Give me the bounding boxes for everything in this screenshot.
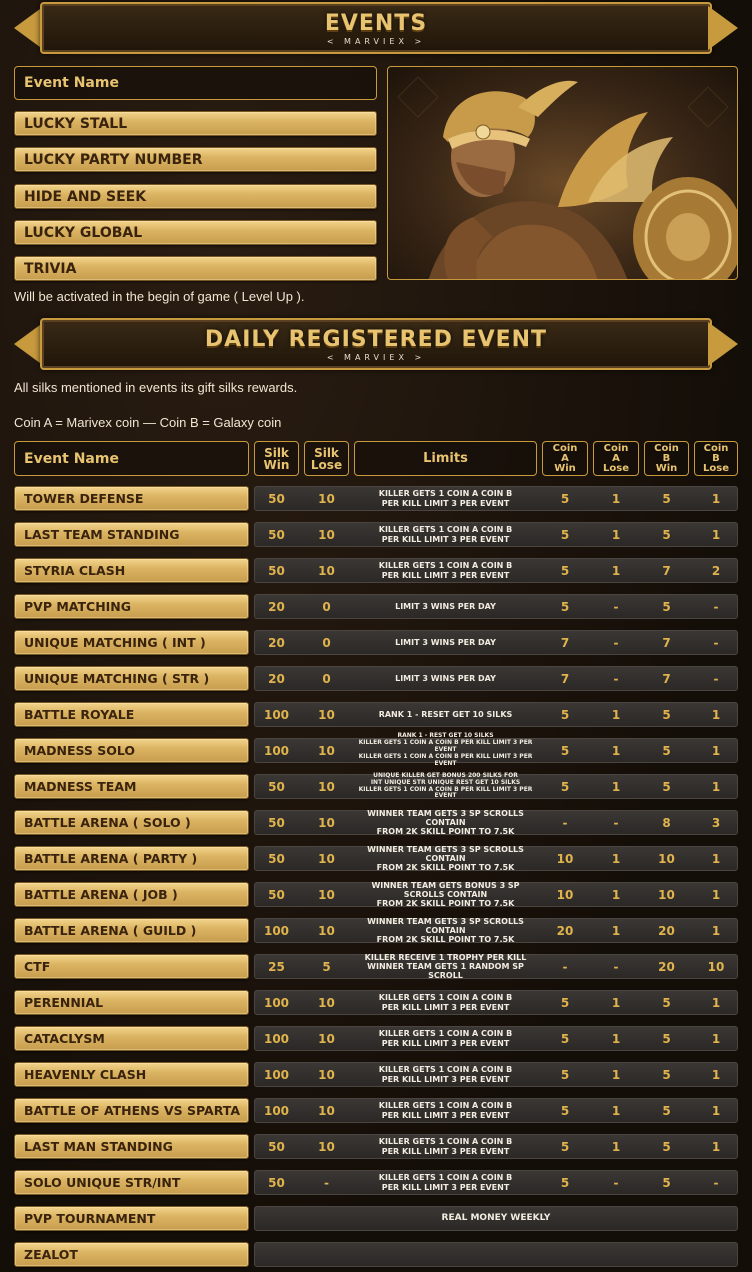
coin-a-win-cell: 5 xyxy=(560,995,570,1010)
event-name-cell: BATTLE ARENA ( GUILD ) xyxy=(14,918,249,943)
coin-b-win-cell: 5 xyxy=(662,491,671,506)
event-name-cell: UNIQUE MATCHING ( INT ) xyxy=(14,630,249,655)
coin-a-lose-cell: - xyxy=(613,959,619,974)
coin-b-lose-cell: 1 xyxy=(711,1139,721,1154)
limits-cell: KILLER RECEIVE 1 TROPHY PER KILL WINNER TEAM GETS 1 RANDOM SP SCROLL xyxy=(364,952,527,981)
coin-b-lose-cell: 1 xyxy=(711,995,721,1010)
event-name-cell: PVP TOURNAMENT xyxy=(14,1206,249,1231)
silk-lose-cell: 10 xyxy=(318,779,335,794)
coin-b-lose-cell: 10 xyxy=(707,959,725,974)
silks-note: All silks mentioned in events its gift silks rewards. xyxy=(14,380,298,395)
coin-b-lose-cell: 1 xyxy=(711,779,721,794)
coin-b-lose-cell: 1 xyxy=(711,707,721,722)
coins-note: Coin A = Marivex coin — Coin B = Galaxy coin xyxy=(14,415,282,430)
coin-b-win-cell: 5 xyxy=(662,707,671,722)
coin-b-lose-cell: - xyxy=(713,671,719,686)
silk-lose-cell: 5 xyxy=(322,959,331,974)
col-header-silk-lose: Silk Lose xyxy=(304,441,349,476)
limits-cell: KILLER GETS 1 COIN A COIN B PER KILL LIMIT 3 PER EVENT xyxy=(378,1029,513,1048)
silk-lose-cell: 10 xyxy=(318,707,335,722)
limits-cell: LIMIT 3 WINS PER DAY xyxy=(395,637,496,647)
coin-b-lose-cell: 1 xyxy=(711,527,721,542)
coin-a-win-cell: 5 xyxy=(560,563,570,578)
limits-cell: KILLER GETS 1 COIN A COIN B PER KILL LIMIT 3 PER EVENT xyxy=(378,525,513,544)
event-name-cell: CTF xyxy=(14,954,249,979)
silk-lose-cell: 10 xyxy=(318,1067,335,1082)
daily-subtitle: < MARVIEX > xyxy=(326,352,426,362)
coin-b-win-cell: 5 xyxy=(662,995,671,1010)
silk-win-cell: 100 xyxy=(263,1103,290,1118)
coin-a-win-cell: 7 xyxy=(560,671,570,686)
coin-a-win-cell: 5 xyxy=(560,1067,570,1082)
limits-cell: KILLER GETS 1 COIN A COIN B PER KILL LIMIT 3 PER EVENT xyxy=(378,993,513,1012)
silk-win-cell: 50 xyxy=(268,1175,285,1190)
limits-cell: WINNER TEAM GETS 3 SP SCROLLS CONTAIN FROM 2K SKILL POINT TO 7.5K xyxy=(367,844,524,873)
silk-lose-cell: 10 xyxy=(318,815,335,830)
coin-b-lose-cell: 1 xyxy=(711,851,721,866)
coin-b-win-cell: 8 xyxy=(662,815,671,830)
limits-cell: WINNER TEAM GETS 3 SP SCROLLS CONTAIN FROM 2K SKILL POINT TO 7.5K xyxy=(367,916,524,945)
coin-b-win-cell: 5 xyxy=(662,1103,671,1118)
coin-a-lose-cell: - xyxy=(613,635,619,650)
silk-lose-cell: 10 xyxy=(318,491,335,506)
daily-banner xyxy=(14,318,738,370)
coin-b-win-cell: 5 xyxy=(662,1031,671,1046)
silk-win-cell: 50 xyxy=(268,1139,285,1154)
limits-cell xyxy=(254,1242,738,1267)
coin-a-lose-cell: - xyxy=(613,1175,619,1190)
coin-a-lose-cell: 1 xyxy=(611,527,621,542)
silk-win-cell: 50 xyxy=(268,887,285,902)
limits-cell: KILLER GETS 1 COIN A COIN B PER KILL LIMIT 3 PER EVENT xyxy=(378,1137,513,1156)
events-title: EVENTS xyxy=(324,10,428,36)
coin-b-lose-cell: - xyxy=(713,599,719,614)
silk-lose-cell: - xyxy=(324,1175,329,1190)
coin-b-win-cell: 10 xyxy=(658,887,675,902)
silk-lose-cell: 10 xyxy=(318,563,335,578)
coin-b-lose-cell: 1 xyxy=(711,491,721,506)
silk-win-cell: 100 xyxy=(263,1031,290,1046)
coin-b-win-cell: 5 xyxy=(662,527,671,542)
silk-lose-cell: 10 xyxy=(318,995,335,1010)
silk-lose-cell: 10 xyxy=(318,527,335,542)
col-header-coin-a-lose: Coin A Lose xyxy=(593,441,639,476)
coin-a-win-cell: 5 xyxy=(560,491,570,506)
col-header-coin-b-win: Coin B Win xyxy=(644,441,689,476)
silk-lose-cell: 10 xyxy=(318,1103,335,1118)
coin-b-lose-cell: 1 xyxy=(711,1031,721,1046)
silk-lose-cell: 10 xyxy=(318,1139,335,1154)
silk-lose-cell: 10 xyxy=(318,851,335,866)
list-item: LUCKY STALL xyxy=(14,111,377,136)
list-item: LUCKY GLOBAL xyxy=(14,220,377,245)
coin-b-win-cell: 5 xyxy=(662,1067,671,1082)
limits-cell: LIMIT 3 WINS PER DAY xyxy=(395,673,496,683)
event-name-header: Event Name xyxy=(14,66,377,100)
coin-a-win-cell: 5 xyxy=(560,527,570,542)
silk-lose-cell: 10 xyxy=(318,887,335,902)
limits-cell: KILLER GETS 1 COIN A COIN B PER KILL LIMIT 3 PER EVENT xyxy=(378,489,513,508)
event-name-cell: BATTLE ARENA ( PARTY ) xyxy=(14,846,249,871)
silk-lose-cell: 10 xyxy=(318,923,335,938)
right-wing-ornament xyxy=(708,6,738,50)
silk-win-cell: 50 xyxy=(268,815,285,830)
coin-a-lose-cell: 1 xyxy=(611,1139,621,1154)
coin-b-lose-cell: - xyxy=(713,635,719,650)
limits-cell: WINNER TEAM GETS 3 SP SCROLLS CONTAIN FROM 2K SKILL POINT TO 7.5K xyxy=(367,808,524,837)
silk-lose-cell: 10 xyxy=(318,743,335,758)
coin-b-win-cell: 7 xyxy=(662,635,671,650)
col-header-limits: Limits xyxy=(354,441,537,476)
limits-cell: LIMIT 3 WINS PER DAY xyxy=(395,601,496,611)
coin-b-lose-cell: 3 xyxy=(711,815,721,830)
silk-win-cell: 100 xyxy=(263,743,290,758)
event-name-cell: ZEALOT xyxy=(14,1242,249,1267)
silk-win-cell: 25 xyxy=(268,959,285,974)
silk-win-cell: 100 xyxy=(263,923,290,938)
warrior-illustration xyxy=(388,67,738,280)
limits-cell: WINNER TEAM GETS BONUS 3 SP SCROLLS CONTAIN FROM 2K SKILL POINT TO 7.5K xyxy=(371,880,520,909)
silk-win-cell: 50 xyxy=(268,851,285,866)
coin-a-win-cell: 10 xyxy=(556,851,574,866)
coin-b-win-cell: 20 xyxy=(658,959,675,974)
coin-a-lose-cell: - xyxy=(613,599,619,614)
coin-b-lose-cell: 1 xyxy=(711,743,721,758)
silk-win-cell: 100 xyxy=(263,707,290,722)
silk-win-cell: 20 xyxy=(268,635,285,650)
coin-a-win-cell: 20 xyxy=(556,923,574,938)
coin-a-lose-cell: 1 xyxy=(611,1103,621,1118)
coin-a-lose-cell: 1 xyxy=(611,1067,621,1082)
silk-lose-cell: 0 xyxy=(322,599,331,614)
coin-a-lose-cell: - xyxy=(613,815,619,830)
coin-b-win-cell: 5 xyxy=(662,1139,671,1154)
col-header-event-name: Event Name xyxy=(14,441,249,476)
coin-a-lose-cell: 1 xyxy=(611,563,621,578)
silk-lose-cell: 0 xyxy=(322,671,331,686)
limits-cell: KILLER GETS 1 COIN A COIN B PER KILL LIMIT 3 PER EVENT xyxy=(378,1065,513,1084)
limits-cell: UNIQUE KILLER GET BONUS 200 SILKS FOR INT UNIQUE STR UNIQUE REST GET 10 SILKS KILLER GETS 1 COIN A COIN B PER KILL LIMIT 3 PER EVENT xyxy=(358,771,533,800)
coin-b-lose-cell: - xyxy=(713,1175,719,1190)
list-item: TRIVIA xyxy=(14,256,377,281)
coin-a-win-cell: 5 xyxy=(560,1031,570,1046)
coin-a-lose-cell: 1 xyxy=(611,707,621,722)
coin-b-win-cell: 5 xyxy=(662,743,671,758)
silk-win-cell: 100 xyxy=(263,995,290,1010)
silk-win-cell: 20 xyxy=(268,599,285,614)
coin-b-lose-cell: 1 xyxy=(711,923,721,938)
limits-cell: RANK 1 - RESET GET 10 SILKS xyxy=(378,709,513,719)
silk-win-cell: 50 xyxy=(268,563,285,578)
coin-a-lose-cell: 1 xyxy=(611,743,621,758)
event-name-cell: TOWER DEFENSE xyxy=(14,486,249,511)
coin-a-win-cell: - xyxy=(562,815,568,830)
coin-b-win-cell: 5 xyxy=(662,779,671,794)
event-name-cell: PERENNIAL xyxy=(14,990,249,1015)
coin-b-lose-cell: 1 xyxy=(711,1103,721,1118)
event-name-cell: STYRIA CLASH xyxy=(14,558,249,583)
coin-b-lose-cell: 1 xyxy=(711,1067,721,1082)
coin-a-lose-cell: 1 xyxy=(611,995,621,1010)
event-name-cell: SOLO UNIQUE STR/INT xyxy=(14,1170,249,1195)
coin-a-win-cell: 5 xyxy=(560,599,570,614)
coin-b-lose-cell: 2 xyxy=(711,563,721,578)
list-item: LUCKY PARTY NUMBER xyxy=(14,147,377,172)
silk-lose-cell: 0 xyxy=(322,635,331,650)
col-header-coin-b-lose: Coin B Lose xyxy=(694,441,738,476)
coin-a-lose-cell: 1 xyxy=(611,491,621,506)
right-wing-ornament xyxy=(708,322,738,366)
coin-a-win-cell: 7 xyxy=(560,635,570,650)
col-header-silk-win: Silk Win xyxy=(254,441,299,476)
event-name-cell: BATTLE ARENA ( JOB ) xyxy=(14,882,249,907)
limits-cell: KILLER GETS 1 COIN A COIN B PER KILL LIMIT 3 PER EVENT xyxy=(378,1173,513,1192)
coin-a-win-cell: 5 xyxy=(560,1175,570,1190)
event-name-cell: MADNESS TEAM xyxy=(14,774,249,799)
coin-a-win-cell: 5 xyxy=(560,779,570,794)
events-subtitle: < MARVIEX > xyxy=(326,36,426,46)
event-name-cell: CATACLYSM xyxy=(14,1026,249,1051)
coin-b-win-cell: 20 xyxy=(658,923,675,938)
silk-win-cell: 20 xyxy=(268,671,285,686)
event-name-cell: LAST MAN STANDING xyxy=(14,1134,249,1159)
coin-b-lose-cell: 1 xyxy=(711,887,721,902)
events-activation-note: Will be activated in the begin of game ( Level Up ). xyxy=(14,289,305,304)
daily-title: DAILY REGISTERED EVENT xyxy=(204,326,548,352)
limits-cell: KILLER GETS 1 COIN A COIN B PER KILL LIMIT 3 PER EVENT xyxy=(378,1101,513,1120)
limits-cell: REAL MONEY WEEKLY xyxy=(441,1213,551,1224)
coin-a-win-cell: 5 xyxy=(560,1103,570,1118)
event-name-cell: MADNESS SOLO xyxy=(14,738,249,763)
event-name-cell: HEAVENLY CLASH xyxy=(14,1062,249,1087)
event-name-cell: UNIQUE MATCHING ( STR ) xyxy=(14,666,249,691)
coin-a-lose-cell: 1 xyxy=(611,779,621,794)
list-item: HIDE AND SEEK xyxy=(14,184,377,209)
coin-a-lose-cell: - xyxy=(613,671,619,686)
limits-cell: KILLER GETS 1 COIN A COIN B PER KILL LIMIT 3 PER EVENT xyxy=(378,561,513,580)
limits-cell: RANK 1 - REST GET 10 SILKS KILLER GETS 1 COIN A COIN B PER KILL LIMIT 3 PER EVENT KILLER GETS 1 COIN A COIN B PER KILL LIMIT 3 PER EVENT xyxy=(358,732,533,767)
coin-a-lose-cell: 1 xyxy=(611,887,621,902)
coin-a-lose-cell: 1 xyxy=(611,851,621,866)
coin-b-win-cell: 7 xyxy=(662,563,671,578)
coin-a-win-cell: - xyxy=(562,959,568,974)
event-name-cell: LAST TEAM STANDING xyxy=(14,522,249,547)
hero-warrior-image xyxy=(387,66,738,280)
event-name-cell: PVP MATCHING xyxy=(14,594,249,619)
coin-a-win-cell: 5 xyxy=(560,1139,570,1154)
coin-b-win-cell: 10 xyxy=(658,851,675,866)
col-header-coin-a-win: Coin A Win xyxy=(542,441,588,476)
events-banner xyxy=(14,2,738,54)
coin-a-lose-cell: 1 xyxy=(611,923,621,938)
coin-b-win-cell: 7 xyxy=(662,671,671,686)
event-name-cell: BATTLE OF ATHENS VS SPARTA xyxy=(14,1098,249,1123)
coin-b-win-cell: 5 xyxy=(662,1175,671,1190)
event-name-cell: BATTLE ARENA ( SOLO ) xyxy=(14,810,249,835)
silk-win-cell: 50 xyxy=(268,779,285,794)
coin-a-win-cell: 5 xyxy=(560,707,570,722)
event-name-cell: BATTLE ROYALE xyxy=(14,702,249,727)
coin-a-lose-cell: 1 xyxy=(611,1031,621,1046)
silk-win-cell: 100 xyxy=(263,1067,290,1082)
coin-a-win-cell: 5 xyxy=(560,743,570,758)
silk-win-cell: 50 xyxy=(268,527,285,542)
coin-a-win-cell: 10 xyxy=(556,887,574,902)
silk-win-cell: 50 xyxy=(268,491,285,506)
silk-lose-cell: 10 xyxy=(318,1031,335,1046)
coin-b-win-cell: 5 xyxy=(662,599,671,614)
